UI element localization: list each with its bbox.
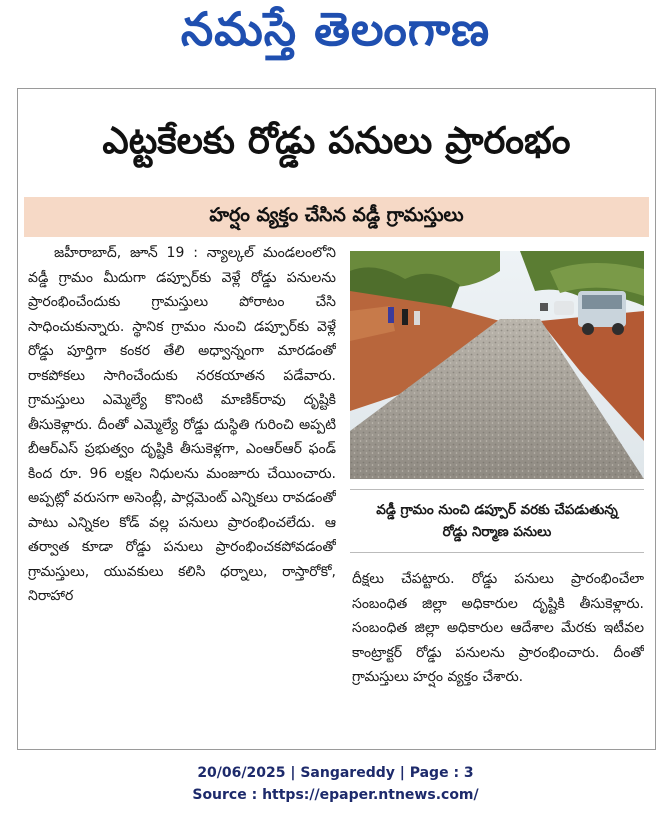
subheadline-text: హర్షం వ్యక్తం చేసిన వడ్డీ గ్రామస్తులు [209, 203, 464, 226]
source-footer [0, 762, 671, 806]
photo-caption-line2: రోడ్డు నిర్మాణ పనులు [442, 524, 552, 540]
article-subheadline [24, 197, 649, 237]
masthead-title: నమస్తే తెలంగాణ [180, 2, 491, 56]
photo-caption [350, 489, 644, 553]
article-headline: ఎట్టకేలకు రోడ్డు పనులు ప్రారంభం [102, 119, 571, 162]
article-body-left-text: జహీరాబాద్, జూన్ 19 : న్యాల్కల్ మండలంలోని వడ్డీ గ్రామం మీదుగా డప్పూర్‌కు వెళ్లే రోడ్డు పనులను ప్రారంభించేందుకు గ్రామస్తులు పోరాటం చేసి సాధించుకున్నారు. స్థానిక గ్రామం నుంచి డప్పూర్‌కు వెళ్లే రోడ్డు పూర్తిగా కంకర తేలి అధ్వాన్నంగా మారడంతో రాకపోకలు సాగించేందుకు నరకయాతన పడేవారు. గ్రామస్తులు ఎమ్మెల్యే కొనింటి మాణిక్‌రావు దృష్టికి తీసుకెళ్లారు. దీంతో ఎమ్మెల్యే రోడ్డు దుస్థితి గురించి అప్పటి బీఆర్ఎస్ ప్రభుత్వం దృష్టికి తీసుకెళ్లగా, ఎంఆర్ఆర్ ఫండ్ కింద రూ. 96 లక్షల నిధులను మంజూరు చేయించారు. అప్పట్లో వరుసగా అసెంబ్లీ, పార్లమెంట్ ఎన్నికలు రావడంతో పాటు ఎన్నికల కోడ్ వల్ల పనులు ప్రారంభించలేదు. ఆ తర్వాత కూడా రోడ్డు పనులు ప్రారంభించకపోవడంతో గ్రామస్తులు, యువకులు కలిసి ధర్నాలు, రాస్తారోకో, నిరాహార [28, 245, 336, 604]
footer-source-link: Source : https://epaper.ntnews.com/ [192, 787, 479, 803]
article-body-left-column [28, 241, 336, 741]
article-body-right-text: దీక్షలు చేపట్టారు. రోడ్డు పనులు ప్రారంభించేలా సంబంధిత జిల్లా అధికారుల దృష్టికి తీసుకెళ్లారు. సంబంధిత జిల్లా అధికారుల ఆదేశాల మేరకు ఇటీవల కాంట్రాక్టర్ రోడ్డు పనులను ప్రారంభించారు. దీంతో గ్రామస్తులు హర్షం వ్యక్తం చేశారు. [352, 571, 644, 685]
masthead-logo [0, 0, 671, 70]
article-body-right-column [352, 567, 644, 727]
road-work-photo [350, 251, 644, 479]
news-clipping [17, 88, 656, 750]
footer-date-edition: 20/06/2025 | Sangareddy | Page : 3 [197, 765, 474, 781]
photo-caption-line1: వడ్డీ గ్రామం నుంచి డప్పూర్ వరకు చేపడుతున్న [376, 502, 618, 518]
